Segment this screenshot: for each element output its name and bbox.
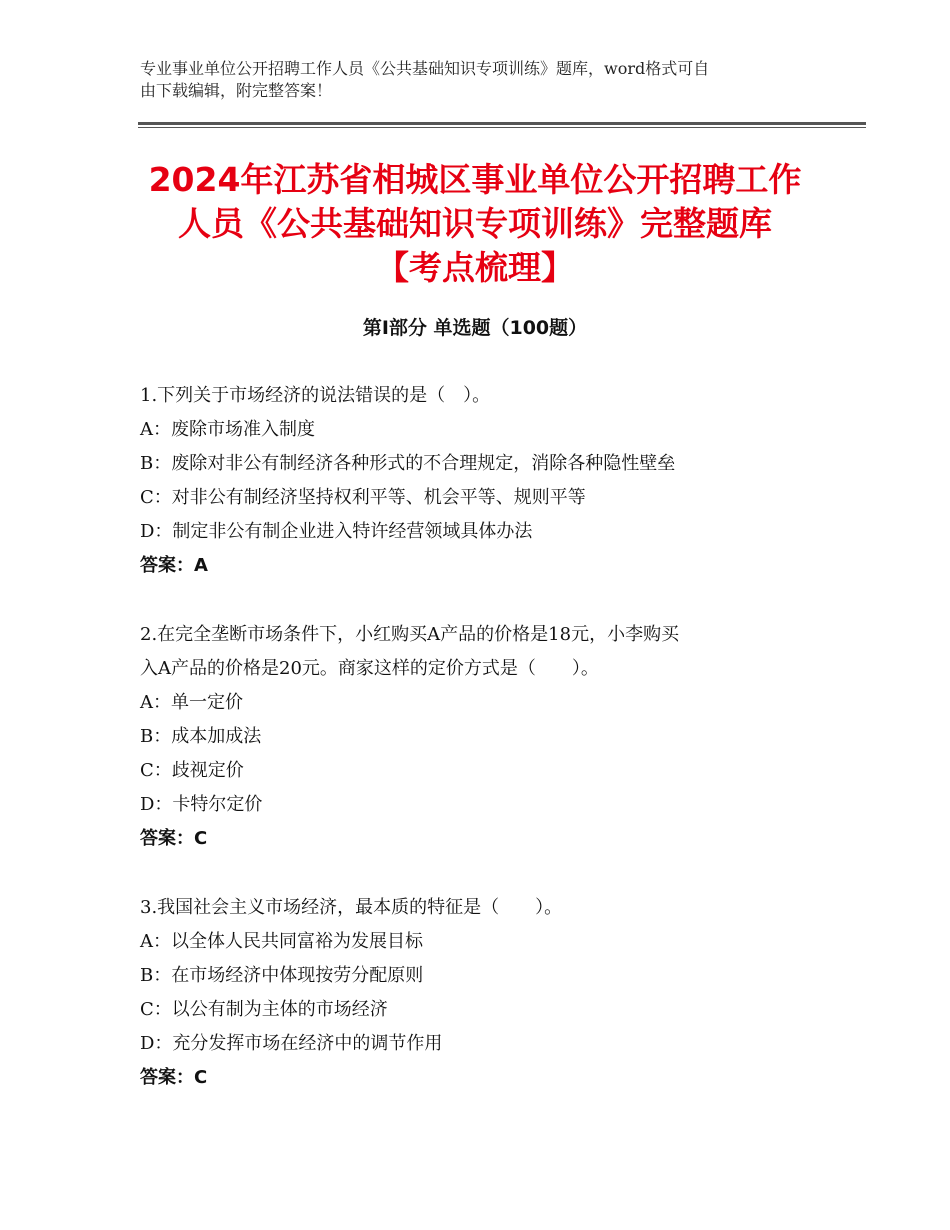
question-stem: 2.在完全垄断市场条件下，小红购买A产品的价格是18元，小李购买: [140, 624, 680, 645]
answer: 答案：C: [140, 828, 208, 849]
option-c: C：对非公有制经济坚持权利平等、机会平等、规则平等: [140, 487, 586, 508]
option-b: B：废除对非公有制经济各种形式的不合理规定，消除各种隐性壁垒: [140, 453, 676, 474]
document-title: [100, 158, 850, 290]
option-b: B：成本加成法: [140, 726, 262, 747]
option-b: B：在市场经济中体现按劳分配原则: [140, 965, 424, 986]
section-title: 第Ⅰ部分 单选题（100题）: [362, 317, 588, 339]
answer: 答案：A: [140, 555, 208, 576]
question-stem-continued: 入A产品的价格是20元。商家这样的定价方式是（ ）。: [140, 658, 599, 679]
option-a: A：以全体人民共同富裕为发展目标: [140, 931, 423, 952]
option-d: D：卡特尔定价: [140, 794, 263, 815]
question-stem: 3.我国社会主义市场经济，最本质的特征是（ ）。: [140, 897, 563, 918]
title-line-2: 人员《公共基础知识专项训练》完整题库: [178, 204, 772, 243]
option-c: C：以公有制为主体的市场经济: [140, 999, 388, 1020]
question-3: [140, 891, 820, 1095]
question-1: [140, 379, 820, 583]
option-d: D：制定非公有制企业进入特许经营领域具体办法: [140, 521, 533, 542]
header-line-1: 专业事业单位公开招聘工作人员《公共基础知识专项训练》题库，word格式可自: [140, 59, 710, 78]
option-c: C：歧视定价: [140, 760, 244, 781]
option-d: D：充分发挥市场在经济中的调节作用: [140, 1033, 443, 1054]
question-2: [140, 618, 820, 856]
title-line-3: 【考点梳理】: [376, 248, 574, 287]
header-line-2: 由下载编辑，附完整答案！: [140, 81, 333, 100]
header-divider-thin: [138, 127, 866, 128]
header-divider: [138, 122, 866, 125]
option-a: A：废除市场准入制度: [140, 419, 315, 440]
answer: 答案：C: [140, 1067, 208, 1088]
option-a: A：单一定价: [140, 692, 243, 713]
question-stem: 1.下列关于市场经济的说法错误的是（ ）。: [140, 385, 491, 406]
document-header: [140, 58, 820, 102]
title-line-1: 2024年江苏省相城区事业单位公开招聘工作: [148, 160, 802, 199]
